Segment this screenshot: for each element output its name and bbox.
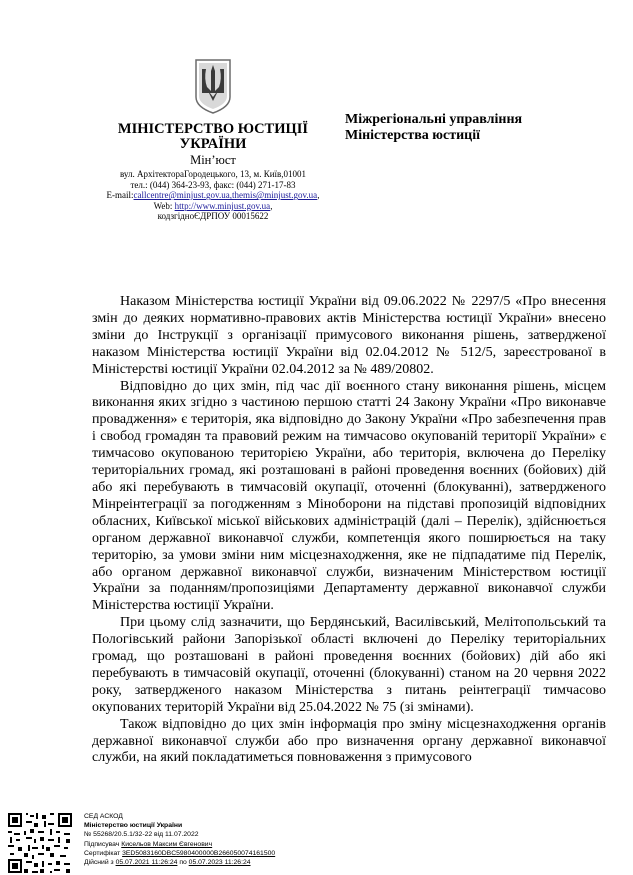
- valid-from: 05.07.2021 11:26:24: [115, 859, 178, 867]
- valid-to: 05.07.2023 11:26:24: [188, 859, 251, 867]
- paragraph-2: Відповідно до цих змін, під час дії воєнного стану виконання рішень, місцем виконання яких згідно з частиною першою статті 24 Закону України «Про виконавче провадження» є територія, яка відповідно до Закону України «Про забезпечення прав і свобод громадян та правовий режим на тимчасово окупованій території України» є тимчасово окупованою територією України, або територія, включена до Переліку територіальних громад, які розташовані в районі проведення воєнних (бойових) дій або які перебувають в тимчасовій окупації, оточенні (блокуванні), затвердженого Мінреінтеграції за погодженням з Міноборони на підставі пропозицій відповідних обласних, Київської міської військових адміністрацій (далі – Перелік), здійснюється органом державної виконавчої служби, компетенція якого поширюється на таку територію, за умови зміни ним місцезнаходження, яке не підпадатиме під Перелік, або органом державної виконавчої служби, визначеним Міністерством юстиції України за поданням/пропозиціями Департаменту державної виконавчої служби Міністерства юстиції України.: [92, 378, 606, 614]
- stamp-certificate: [84, 849, 344, 858]
- edrpou-code: кодзгідноЄДРПОУ 00015622: [157, 211, 269, 222]
- web-link[interactable]: http://www.minjust.gov.ua: [174, 200, 271, 211]
- addressee-line1: Міжрегіональні управління: [345, 112, 523, 127]
- email-link[interactable]: callcentre@minjust.gov.ua,themis@minjust.gov.ua: [133, 190, 318, 201]
- addressee-line2: Міністерства юстиції: [345, 128, 481, 143]
- web-suffix: ,: [270, 200, 273, 211]
- email-line: [80, 190, 346, 201]
- ministry-name-line2: УКРАЇНИ: [179, 136, 247, 152]
- ministry-short-name: Мін’юст: [190, 153, 236, 167]
- valid-label: Дійсний з: [84, 859, 114, 867]
- signer-label: Підписувач: [84, 840, 120, 848]
- cert-label: Сертифікат: [84, 849, 121, 857]
- letter-body: [92, 294, 606, 767]
- email-suffix: ,: [317, 190, 320, 201]
- phone: тел.: (044) 364-23-93, факс: (044) 271-17-83: [130, 179, 296, 190]
- stamp-validity: [84, 858, 344, 867]
- email-label: E-mail:: [106, 190, 134, 201]
- ukraine-trident-icon: [193, 57, 233, 115]
- addressee: [345, 112, 605, 144]
- address: вул. АрхітектораГородецького, 13, м. Київ,01001: [119, 169, 307, 179]
- web-label: Web:: [153, 200, 173, 211]
- paragraph-3: При цьому слід зазначити, що Бердянський, Василівський, Мелітопольський та Пологівський райони Запорізької області включені до Переліку територіальних громад, що розташовані в районі проведення воєнних (бойових) дій або які перебувають в тимчасовій окупації, оточенні (блокуванні) станом на 20 червня 2022 року, затвердженого наказом Міністерства з питань реінтеграції тимчасово окупованих територій України від 25.04.2022 № 75 (зі змінами).: [92, 615, 606, 715]
- cert-value: 3ED5083160DBC5980400000B266050074161500: [122, 849, 276, 857]
- stamp-system: СЕД АСКОД: [84, 813, 123, 820]
- valid-to-label: по: [179, 859, 187, 867]
- web-line: [80, 201, 346, 212]
- contacts: [80, 169, 346, 222]
- stamp-registration: № 55268/20.5.1/32-22 від 11.07.2022: [84, 831, 199, 839]
- stamp-org: Міністерство юстиції України: [84, 822, 183, 830]
- stamp-signer: [84, 840, 344, 849]
- signer-name: Кисельов Максим Євгенович: [121, 840, 213, 848]
- qr-code-icon: [6, 811, 74, 875]
- paragraph-4: Також відповідно до цих змін інформація про зміну місцезнаходження органів державної виконавчої служби або про визначення органу державної виконавчої служби, на який покладатиметься повноваження з примусового: [92, 716, 606, 766]
- ministry-name-line1: МІНІСТЕРСТВО ЮСТИЦІЇ: [117, 121, 309, 137]
- paragraph-1: Наказом Міністерства юстиції України від 09.06.2022 № 2297/5 «Про внесення змін до деяких нормативно-правових актів Міністерства юстиції України» внесено зміни до Інструкції з організації примусового виконання рішень, затвердженої наказом Міністерства юстиції України від 02.04.2012 № 512/5, зареєстрованої в Міністерстві юстиції України 02.04.2012 за № 489/20802.: [92, 294, 606, 377]
- signature-stamp: [84, 812, 344, 867]
- sender-block: [80, 122, 346, 222]
